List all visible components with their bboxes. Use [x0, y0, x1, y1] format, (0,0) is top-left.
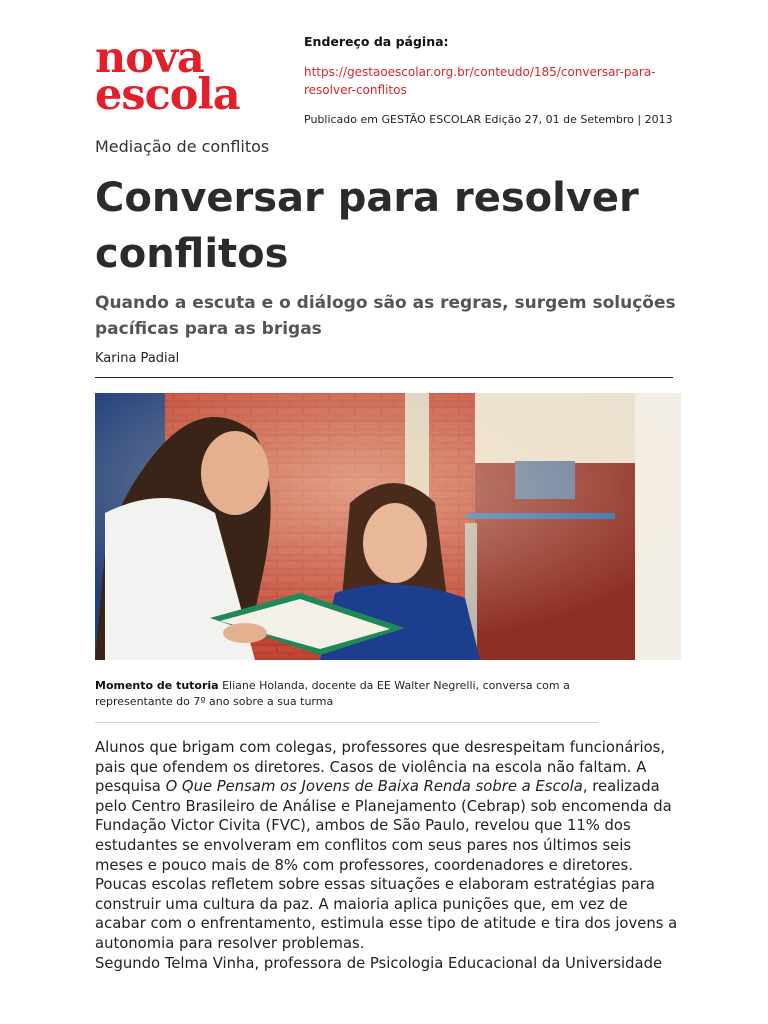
- title-line-2: conflitos: [95, 231, 289, 277]
- photo-caption: [95, 678, 600, 710]
- article-paragraph-2: Segundo Telma Vinha, professora de Psicologia Educacional da Universidade: [95, 955, 663, 972]
- title-line-1: Conversar para resolver: [95, 175, 639, 221]
- paragraph-1-part-a: Alunos que brigam com colegas, professores que desrespeitam funcionários, pais que ofendem os diretores. Casos de violência na escola não faltam. A pesquisa: [95, 739, 666, 796]
- article-photo: [95, 393, 681, 660]
- article-author: Karina Padial: [95, 351, 180, 366]
- page-address-block: [304, 34, 684, 126]
- article-title: [95, 170, 695, 282]
- logo-line-1: nova: [95, 33, 204, 83]
- address-label: Endereço da página:: [304, 34, 449, 49]
- header-divider: [95, 377, 673, 378]
- url-line-2: resolver-conflitos: [304, 83, 407, 97]
- caption-divider: [95, 722, 598, 723]
- article-category: Mediação de conflitos: [95, 137, 270, 156]
- logo-line-2: escola: [95, 70, 240, 120]
- page-url-link[interactable]: [304, 63, 684, 99]
- article-subtitle: Quando a escuta e o diálogo são as regras, surgem soluções pacíficas para as brigas: [95, 293, 676, 339]
- survey-title: O Que Pensam os Jovens de Baixa Renda sobre a Escola: [165, 778, 583, 796]
- paragraph-1-part-b: , realizada pelo Centro Brasileiro de Análise e Planejamento (Cebrap) sob encomenda da Fundação Victor Civita (FVC), ambos de São Paulo, revelou que 11% dos estudantes se envolveram em conflitos com seus pares nos últimos seis meses e pouco mais de 8% com professores, coordenadores e diretores. Poucas escolas refletem sobre essas situações e elaboram estratégias para construir uma cultura da paz. A maioria aplica punições que, em vez de acabar com o enfrentamento, estimula esse tipo de atitude e tira dos jovens a autonomia para resolver problemas.: [95, 778, 678, 952]
- nova-escola-logo[interactable]: [95, 33, 265, 120]
- article-paragraph-1: [95, 738, 680, 954]
- url-line-1: https://gestaoescolar.org.br/conteudo/185/conversar-para-: [304, 65, 656, 79]
- caption-text: Eliane Holanda, docente da EE Walter Negrelli, conversa com a representante do 7º ano sobre a sua turma: [95, 679, 570, 708]
- caption-title: Momento de tutoria: [95, 679, 219, 692]
- published-info: Publicado em GESTÃO ESCOLAR Edição 27, 01 de Setembro | 2013: [304, 113, 673, 126]
